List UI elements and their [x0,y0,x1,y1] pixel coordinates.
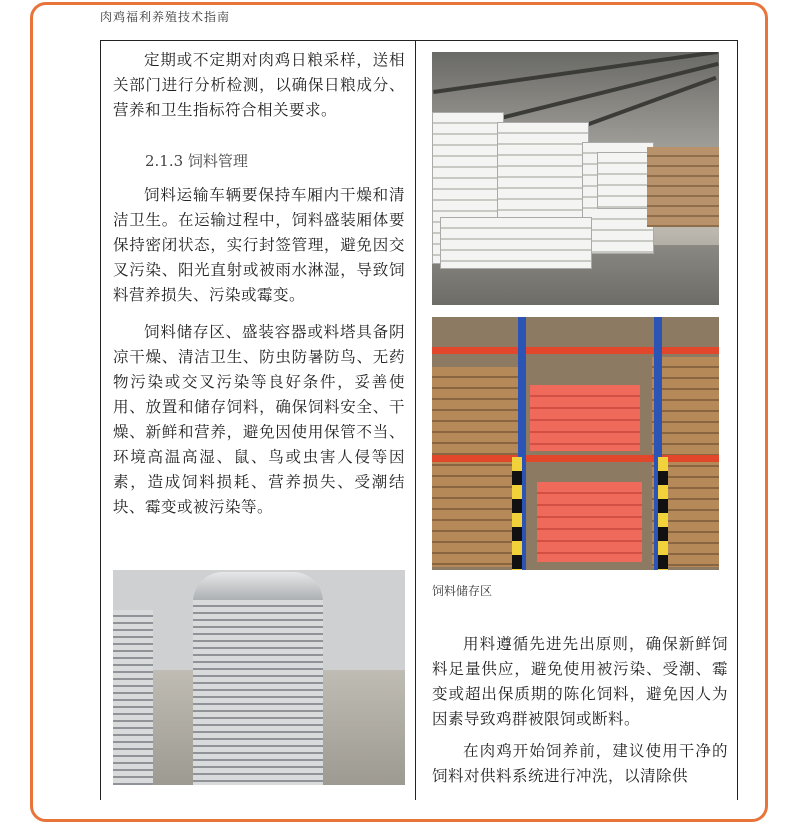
paragraph-feed-transport: 饲料运输车辆要保持车厢内干燥和清洁卫生。在运输过程中，饲料盛装厢体要保持密闭状态，实行封签管理，避免因交叉污染、阳光直射或被雨水淋湿，导致饲料营养损失、污染或霉变。 [113,186,405,304]
warehouse-photo-red-sacks-racks [432,317,719,570]
paragraph-system-flushing: 在肉鸡开始饲养前，建议使用干净的饲料对供料系统进行冲洗，以清除供 [432,742,728,785]
running-header: 肉鸡福利养殖技术指南 [100,10,231,24]
paragraph-diet-sampling: 定期或不定期对肉鸡日粮采样，送相关部门进行分析检测，以确保日粮成分、营养和卫生指标符合相关要求。 [113,51,405,119]
photo-caption-feed-storage: 饲料储存区 [432,584,493,598]
column-divider [415,40,416,800]
warehouse-photo-white-sacks [432,52,719,305]
section-heading-feed-management: 2.1.3 饲料管理 [145,152,248,170]
paragraph-first-in-first-out: 用料遵循先进先出原则，确保新鲜饲料足量供应，避免使用被污染、受潮、霉变或超出保质期的陈化饲料，避免因人为因素导致鸡群被限饲或断料。 [432,635,728,728]
feed-silo-photo [113,570,405,785]
paragraph-feed-storage: 饲料储存区、盛装容器或料塔具备阴凉干燥、清洁卫生、防虫防暑防鸟、无药物污染或交叉污染等良好条件，妥善使用、放置和储存饲料，确保饲料安全、干燥、新鲜和营养，避免因使用保管不当、环境高温高湿、鼠、鸟或虫害人侵等因素，造成饲料损耗、营养损失、受潮结块、霉变或被污染等。 [113,323,405,516]
